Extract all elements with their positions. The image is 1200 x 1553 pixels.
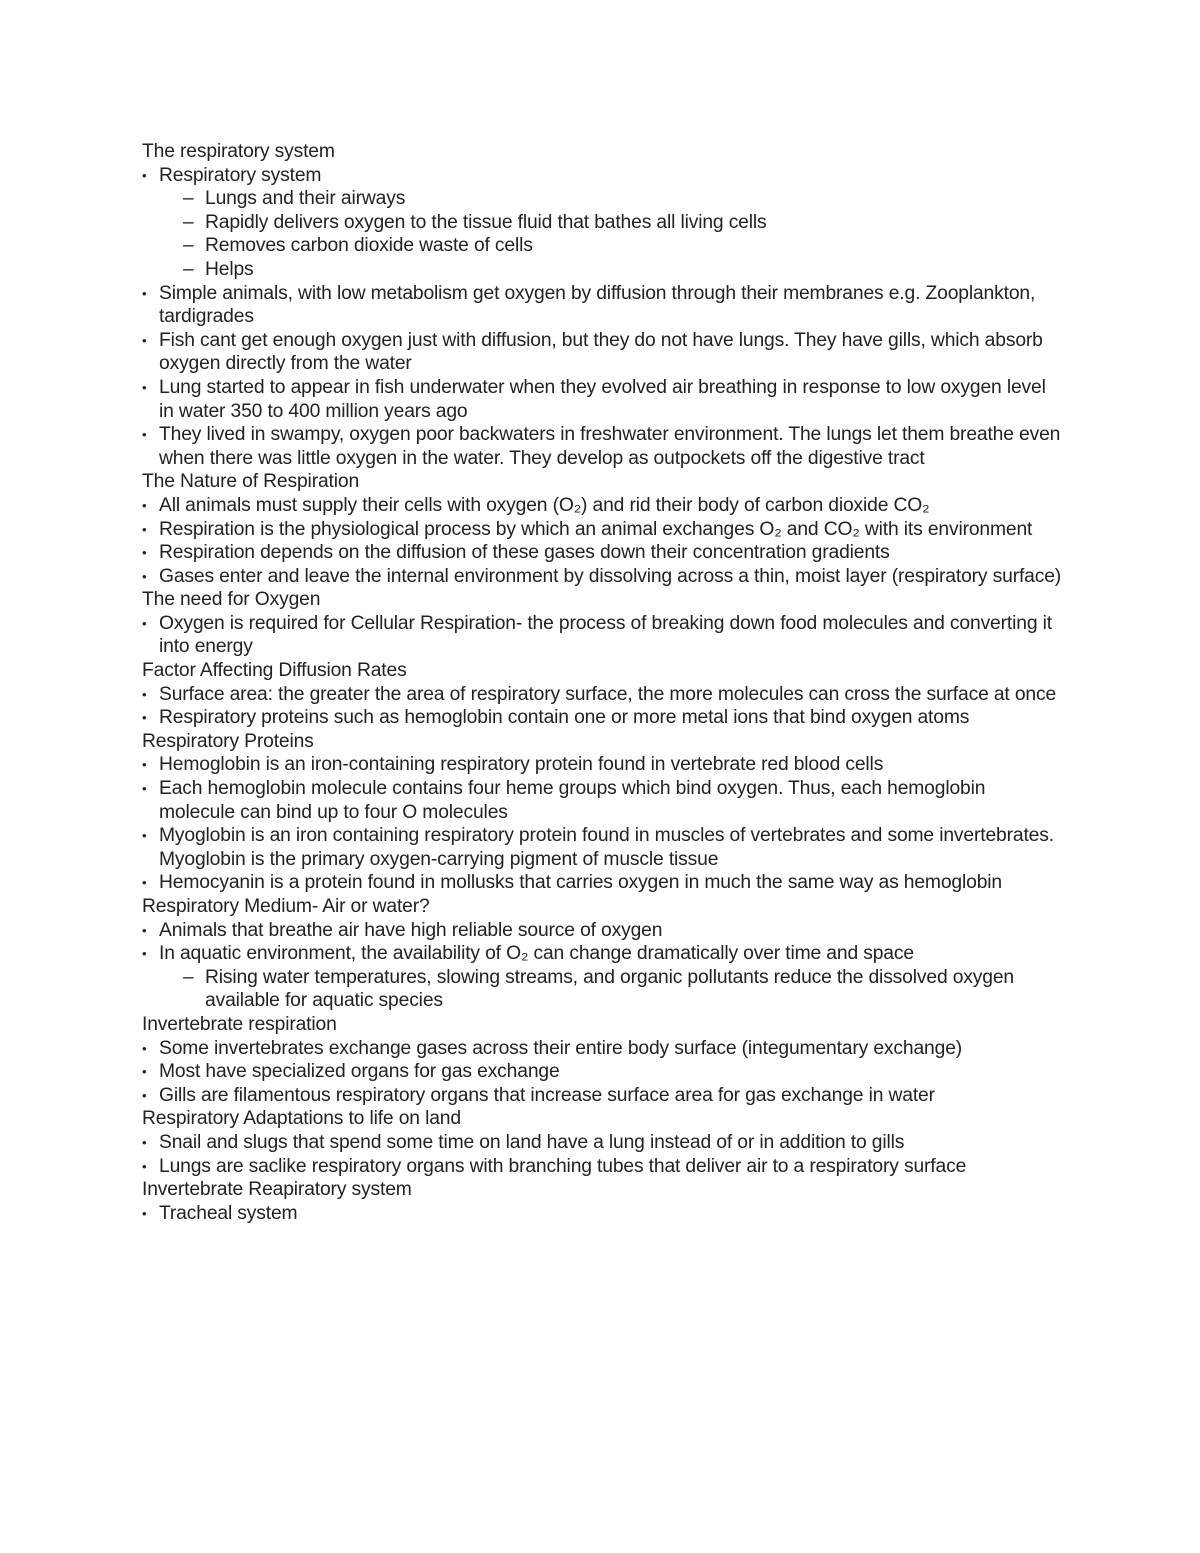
section-heading: Respiratory Proteins [142, 730, 314, 752]
bullet-list [142, 753, 1062, 895]
bullet-item: • Each hemoglobin molecule contains four heme groups which bind oxygen. Thus, each hemoglobin molecule can bind up to four O molecules [142, 777, 1062, 824]
bullet-item: • Oxygen is required for Cellular Respiration- the process of breaking down food molecules and converting it into energy [142, 612, 1062, 659]
section-adaptations-to-land [142, 1107, 1062, 1178]
section-heading: Invertebrate Reapiratory system [142, 1179, 412, 1201]
bullet-item: • Lung started to appear in fish underwater when they evolved air breathing in response to low oxygen level in water 350 to 400 million years ago [142, 376, 1062, 423]
bullet-list [142, 612, 1062, 659]
section-diffusion-rates [142, 659, 1062, 730]
bullet-item: • Hemoglobin is an iron-containing respiratory protein found in vertebrate red blood cells [142, 753, 1062, 777]
section-nature-of-respiration [142, 470, 1062, 588]
bullet-item: • Some invertebrates exchange gases across their entire body surface (integumentary exchange) [142, 1037, 1062, 1061]
bullet-item: • Simple animals, with low metabolism get oxygen by diffusion through their membranes e.g. Zooplankton, tardigrades [142, 282, 1062, 329]
bullet-item: • Respiration depends on the diffusion of these gases down their concentration gradients [142, 541, 1062, 565]
bullet-item: • They lived in swampy, oxygen poor backwaters in freshwater environment. The lungs let them breathe even when there was little oxygen in the water. They develop as outpockets off the digestive tract [142, 423, 1062, 470]
sub-item: – Rapidly delivers oxygen to the tissue fluid that bathes all living cells [159, 211, 1062, 235]
bullet-item: • All animals must supply their cells with oxygen (O₂) and rid their body of carbon dioxide CO₂ [142, 494, 1062, 518]
section-heading: The respiratory system [142, 141, 335, 162]
bullet-list [142, 919, 1062, 1013]
bullet-item: • Most have specialized organs for gas exchange [142, 1060, 1062, 1084]
bullet-list [142, 683, 1062, 730]
bullet-item: • Lungs are saclike respiratory organs with branching tubes that deliver air to a respiratory surface [142, 1155, 1062, 1179]
sub-list [159, 966, 1062, 1013]
bullet-list [142, 1202, 1062, 1226]
section-respiratory-system [142, 140, 1062, 470]
bullet-item: • Gases enter and leave the internal environment by dissolving across a thin, moist layer (respiratory surface) [142, 565, 1062, 589]
section-heading: Invertebrate respiration [142, 1013, 337, 1035]
sub-item: – Rising water temperatures, slowing streams, and organic pollutants reduce the dissolved oxygen available for aquatic species [159, 966, 1062, 1013]
section-respiratory-medium [142, 895, 1062, 1013]
bullet-list [142, 164, 1062, 471]
bullet-item: • Animals that breathe air have high reliable source of oxygen [142, 919, 1062, 943]
bullet-item: • Surface area: the greater the area of respiratory surface, the more molecules can cross the surface at once [142, 683, 1062, 707]
bullet-item: • Fish cant get enough oxygen just with diffusion, but they do not have lungs. They have gills, which absorb oxygen directly from the water [142, 329, 1062, 376]
bullet-list [142, 1131, 1062, 1178]
section-heading: Respiratory Medium- Air or water? [142, 896, 430, 917]
bullet-item: • Hemocyanin is a protein found in mollusks that carries oxygen in much the same way as hemoglobin [142, 871, 1062, 895]
section-heading: Respiratory Adaptations to life on land [142, 1108, 461, 1130]
bullet-item: • Gills are filamentous respiratory organs that increase surface area for gas exchange in water [142, 1084, 1062, 1108]
section-heading: Factor Affecting Diffusion Rates [142, 660, 407, 682]
sub-item: – Lungs and their airways [159, 187, 1062, 211]
bullet-item: • Myoglobin is an iron containing respiratory protein found in muscles of vertebrates and some invertebrates. Myoglobin is the primary oxygen-carrying pigment of muscle tissue [142, 824, 1062, 871]
section-invertebrate-respiration [142, 1013, 1062, 1107]
bullet-item: • Tracheal system [142, 1202, 1062, 1226]
section-heading: The need for Oxygen [142, 589, 321, 611]
bullet-item: • Snail and slugs that spend some time on land have a lung instead of or in addition to gills [142, 1131, 1062, 1155]
bullet-list [142, 494, 1062, 588]
bullet-text: In aquatic environment, the availability of O₂ can change dramatically over time and space [159, 943, 914, 965]
section-respiratory-proteins [142, 730, 1062, 895]
sub-list [159, 187, 1062, 281]
section-heading: The Nature of Respiration [142, 471, 360, 493]
document-page [142, 140, 1062, 1225]
bullet-item: • Respiratory proteins such as hemoglobin contain one or more metal ions that bind oxygen atoms [142, 706, 1062, 730]
bullet-item [142, 164, 1062, 282]
sub-item: – Removes carbon dioxide waste of cells [159, 234, 1062, 258]
bullet-item: • Respiration is the physiological process by which an animal exchanges O₂ and CO₂ with its environment [142, 518, 1062, 542]
sub-item: – Helps [159, 258, 1062, 282]
bullet-item [142, 942, 1062, 1013]
section-invertebrate-respiratory-system [142, 1178, 1062, 1225]
bullet-list [142, 1037, 1062, 1108]
section-need-for-oxygen [142, 588, 1062, 659]
bullet-text: Respiratory system [159, 164, 322, 186]
